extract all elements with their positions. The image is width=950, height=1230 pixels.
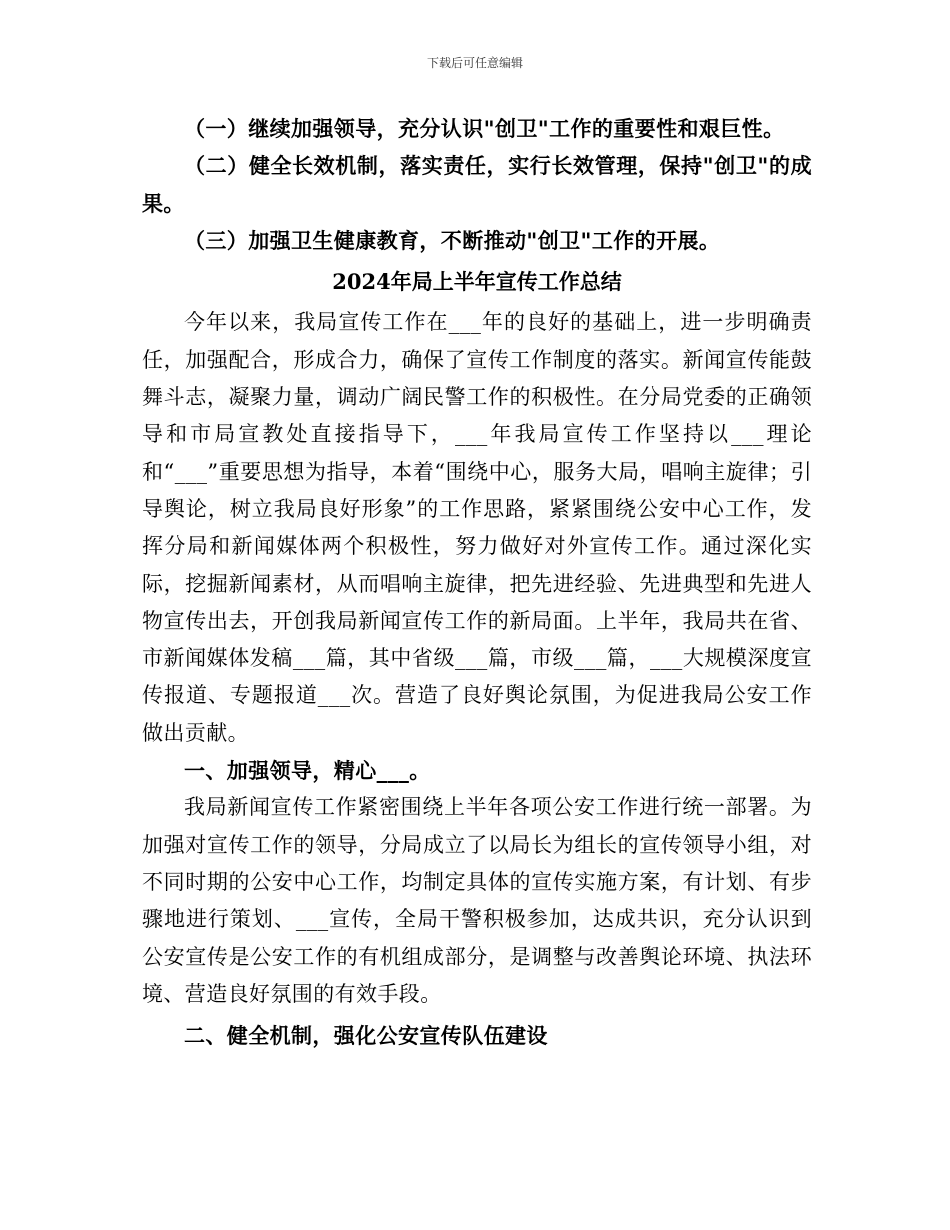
section-1-body: 我局新闻宣传工作紧密围绕上半年各项公安工作进行统一部署。为加强对宣传工作的领导，分局成立了以局长为组长的宣传领导小组，对不同时期的公安中心工作，均制定具体的宣传实施方案，有计划、有步骤地进行策划、___宣传，全局干警积极参加，达成共识，充分认识到公安宣传是公安工作的有机组成部分，是调整与改善舆论环境、执法环境、营造良好氛围的有效手段。 xyxy=(142,795,812,1006)
section-2-heading: 二、健全机制，强化公安宣传队伍建设 xyxy=(184,1023,548,1049)
list-item-2: （二）健全长效机制，落实责任，实行长效管理，保持"创卫"的成果。 xyxy=(142,153,812,216)
list-item-3: （三）加强卫生健康教育，不断推动"创卫"工作的开展。 xyxy=(184,227,721,253)
section-1-heading: 一、加强领导，精心___。 xyxy=(184,758,431,784)
intro-paragraph: 今年以来，我局宣传工作在___年的良好的基础上，进一步明确责任，加强配合，形成合力，确保了宣传工作制度的落实。新闻宣传能鼓舞斗志，凝聚力量，调动广阔民警工作的积极性。在分局党委的正确领导和市局宣教处直接指导下，___年我局宣传工作坚持以___理论和“___”重要思想为指导，本着“围绕中心，服务大局，唱响主旋律；引导舆论，树立我局良好形象”的工作思路，紧紧围绕公安中心工作，发挥分局和新闻媒体两个积极性，努力做好对外宣传工作。通过深化实际，挖掘新闻素材，从而唱响主旋律，把先进经验、先进典型和先进人物宣传出去，开创我局新闻宣传工作的新局面。上半年，我局共在省、市新闻媒体发稿___篇，其中省级___篇，市级___篇，___大规模深度宣传报道、专题报道___次。营造了良好舆论氛围，为促进我局公安工作做出贡献。 xyxy=(142,310,812,745)
document-title: 2024年局上半年宣传工作总结 xyxy=(332,269,622,295)
page-header: 下载后可任意编辑 xyxy=(426,56,523,70)
document-body xyxy=(142,110,812,1054)
list-item-1: （一）继续加强领导，充分认识"创卫"工作的重要性和艰巨性。 xyxy=(184,116,785,141)
